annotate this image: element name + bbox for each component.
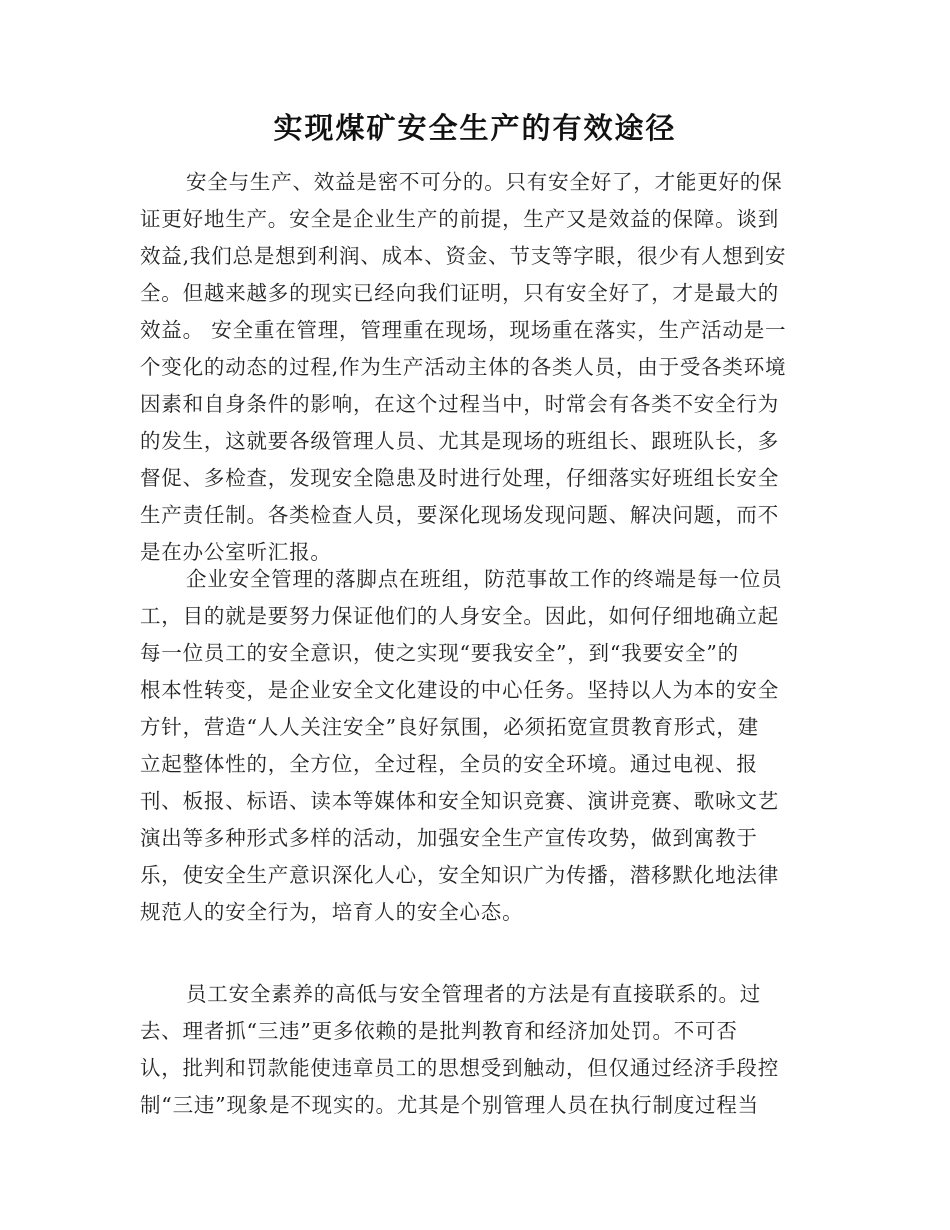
paragraph-line: 根本性转变，是企业安全文化建设的中心任务。坚持以人为本的安全 <box>140 678 779 702</box>
paragraph-line: 效益,我们总是想到利润、成本、资金、节支等字眼，很少有人想到安 <box>140 244 787 268</box>
paragraph-line: 员工安全素养的高低与安全管理者的方法是有直接联系的。过 <box>186 982 762 1006</box>
paragraph-line: 生产责任制。各类检查人员，要深化现场发现问题、解决问题，而不 <box>140 503 779 527</box>
paragraph-line: 认，批判和罚款能使违章员工的思想受到触动，但仅通过经济手段控 <box>140 1056 779 1080</box>
paragraph-line: 演出等多种形式多样的活动，加强安全生产宣传攻势，做到寓教于 <box>140 826 758 850</box>
document-title: 实现煤矿安全生产的有效途径 <box>273 111 677 145</box>
paragraph-line: 工，目的就是要努力保证他们的人身安全。因此，如何仔细地确立起 <box>140 604 779 628</box>
paragraph-line: 每一位员工的安全意识，使之实现“要我安全”，到“我要安全”的 <box>140 641 739 665</box>
paragraph-line: 的发生，这就要各级管理人员、尤其是现场的班组长、跟班队长，多 <box>140 429 779 453</box>
paragraph-line: 刊、板报、标语、读本等媒体和安全知识竞赛、演讲竞赛、歌咏文艺 <box>140 789 779 813</box>
paragraph-line: 立起整体性的，全方位，全过程，全员的安全环境。通过电视、报 <box>140 752 758 776</box>
paragraph-2 <box>140 561 820 931</box>
paragraph-line: 因素和自身条件的影响，在这个过程当中，时常会有各类不安全行为 <box>140 392 779 416</box>
paragraph-line: 证更好地生产。安全是企业生产的前提，生产又是效益的保障。谈到 <box>140 207 779 231</box>
paragraph-1 <box>140 164 820 571</box>
paragraph-line: 全。但越来越多的现实已经向我们证明，只有安全好了，才是最大的 <box>140 281 779 305</box>
paragraph-line: 乐，使安全生产意识深化人心，安全知识广为传播，潜移默化地法律 <box>140 863 779 887</box>
paragraph-line: 个变化的动态的过程,作为生产活动主体的各类人员，由于受各类环境 <box>140 355 787 379</box>
paragraph-line: 去、理者抓“三违”更多依赖的是批判教育和经济加处罚。不可否 <box>140 1019 738 1043</box>
paragraph-line: 制“三违”现象是不现实的。尤其是个别管理人员在执行制度过程当 <box>140 1093 759 1117</box>
paragraph-line: 规范人的安全行为，培育人的安全心态。 <box>140 900 524 924</box>
paragraph-line: 企业安全管理的落脚点在班组，防范事故工作的终端是每一位员 <box>186 567 783 591</box>
paragraph-line: 效益。 安全重在管理，管理重在现场，现场重在落实，生产活动是一 <box>140 318 787 342</box>
paragraph-line: 方针，营造“人人关注安全”良好氛围，必须拓宽宣贯教育形式，建 <box>140 715 759 739</box>
paragraph-3 <box>140 976 820 1124</box>
paragraph-line: 是在办公室听汇报。 <box>140 540 332 564</box>
paragraph-line: 安全与生产、效益是密不可分的。只有安全好了，才能更好的保 <box>186 170 783 194</box>
paragraph-line: 督促、多检查，发现安全隐患及时进行处理，仔细落实好班组长安全 <box>140 466 779 490</box>
